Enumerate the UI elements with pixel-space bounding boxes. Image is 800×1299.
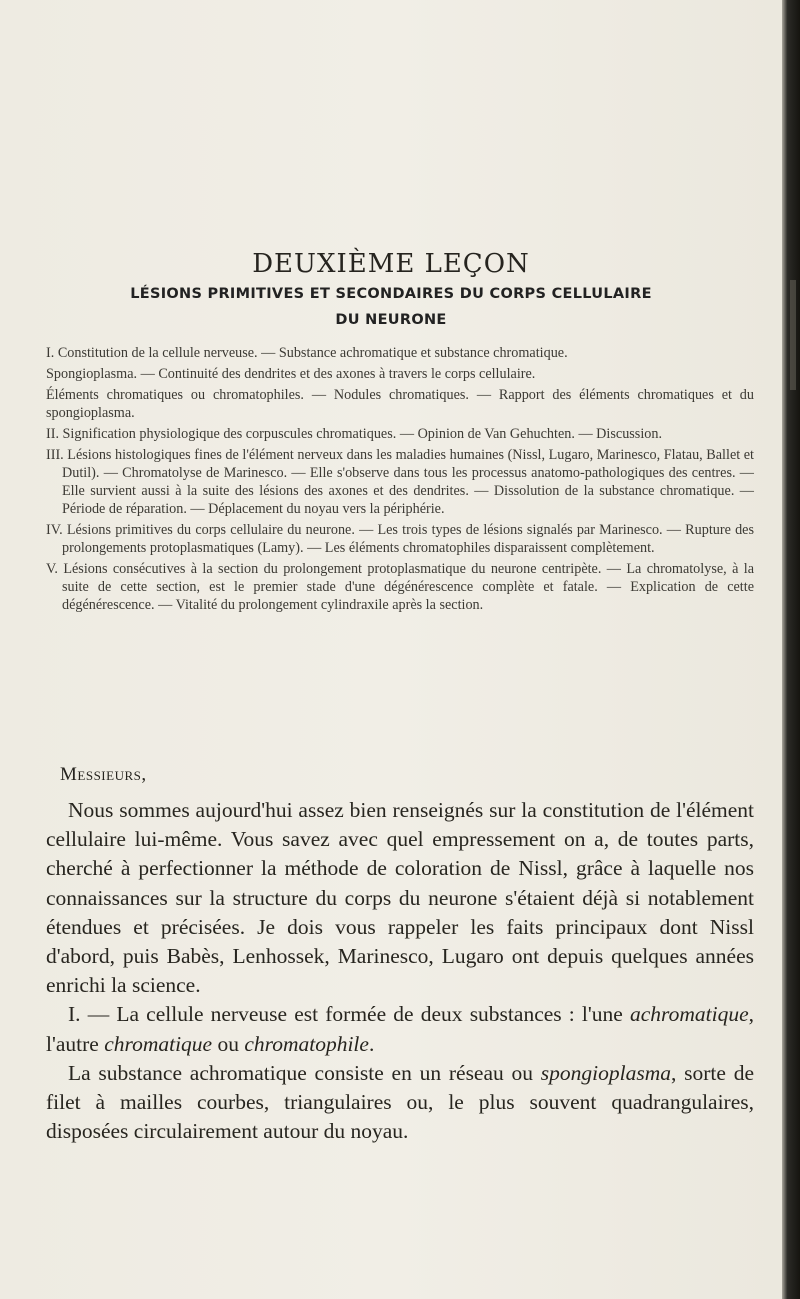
summary-item: III. Lésions histologiques fines de l'élément nerveux dans les maladies humaines (Nissl, Lugaro, Marinesco, Flatau, Ballet et Dutil). — Chromatolyse de Marinesco. — Elle s'observe dans tous les processus anatomo-pathologiques des centres. — Elle survient aussi à la suite des lésions des axones et des dendrites. — Dissolution de la substance chromatique. — Période de réparation. — Déplacement du noyau vers la périphérie. <box>46 447 754 517</box>
chapter-summary <box>46 344 754 617</box>
chapter-subtitle-line1: LÉSIONS PRIMITIVES ET SECONDAIRES DU CORPS CELLULAIRE <box>130 286 652 302</box>
text-run: , l'autre <box>46 1002 754 1056</box>
italic-term: spongioplasma <box>540 1060 672 1085</box>
salutation: Messieurs, <box>60 764 147 785</box>
italic-term: chromatique <box>104 1031 213 1056</box>
paragraph <box>46 1059 754 1147</box>
summary-item: Éléments chromatiques ou chromatophiles. — Nodules chromatiques. — Rapport des éléments chromatiques et du spongioplasma. <box>46 387 754 421</box>
summary-item: II. Signification physiologique des corpuscules chromatiques. — Opinion de Van Gehuchten. — Discussion. <box>46 426 663 442</box>
summary-item: V. Lésions consécutives à la section du prolongement protoplasmatique du neurone centripète. — La chromatolyse, à la suite de cette section, est le premier stade d'une dégénérescence complète et fatale. — Explication de cette dégénérescence. — Vitalité du prolongement cylindraxile après la section. <box>46 561 754 613</box>
lecture-body <box>46 796 754 1146</box>
summary-item: I. Constitution de la cellule nerveuse. — Substance achromatique et substance chromatique. <box>46 345 568 361</box>
paragraph <box>46 1000 754 1058</box>
lecon-heading: DEUXIÈME LEÇON <box>252 249 530 280</box>
text-run: I. — La cellule nerveuse est formée de deux substances : l'une <box>68 1002 630 1027</box>
summary-item: IV. Lésions primitives du corps cellulaire du neurone. — Les trois types de lésions signalés par Marinesco. — Rupture des prolongements protoplasmatiques (Lamy). — Les éléments chromatophiles disparaissent complètement. <box>46 522 754 556</box>
chapter-subtitle-line2: DU NEURONE <box>335 312 447 328</box>
text-run: La substance achromatique consiste en un réseau ou <box>68 1060 541 1085</box>
summary-item: Spongioplasma. — Continuité des dendrites et des axones à travers le corps cellulaire. <box>46 366 536 382</box>
text-run: . <box>368 1031 375 1056</box>
italic-term: chromatophile <box>244 1031 369 1056</box>
page-binding-edge <box>782 0 800 1299</box>
binding-edge-highlight <box>790 280 796 390</box>
paragraph: Nous sommes aujourd'hui assez bien renseignés sur la constitution de l'élément cellulaire lui-même. Vous savez avec quel empressement on a, de toutes parts, cherché à perfectionner la méthode de coloration de Nissl, grâce à laquelle nos connaissances sur la structure du corps du neurone s'étaient déjà si notablement étendues et précisées. Je dois vous rappeler les faits principaux dont Nissl d'abord, puis Babès, Lenhossek, Marinesco, Lugaro ont depuis quelques années enrichi la science. <box>46 798 754 998</box>
italic-term: achromatique <box>629 1002 749 1027</box>
text-run: , sorte de filet à mailles courbes, triangulaires ou, le plus souvent quadrangulaires, disposées circulairement autour du noyau. <box>46 1060 754 1144</box>
text-run: ou <box>212 1031 245 1056</box>
